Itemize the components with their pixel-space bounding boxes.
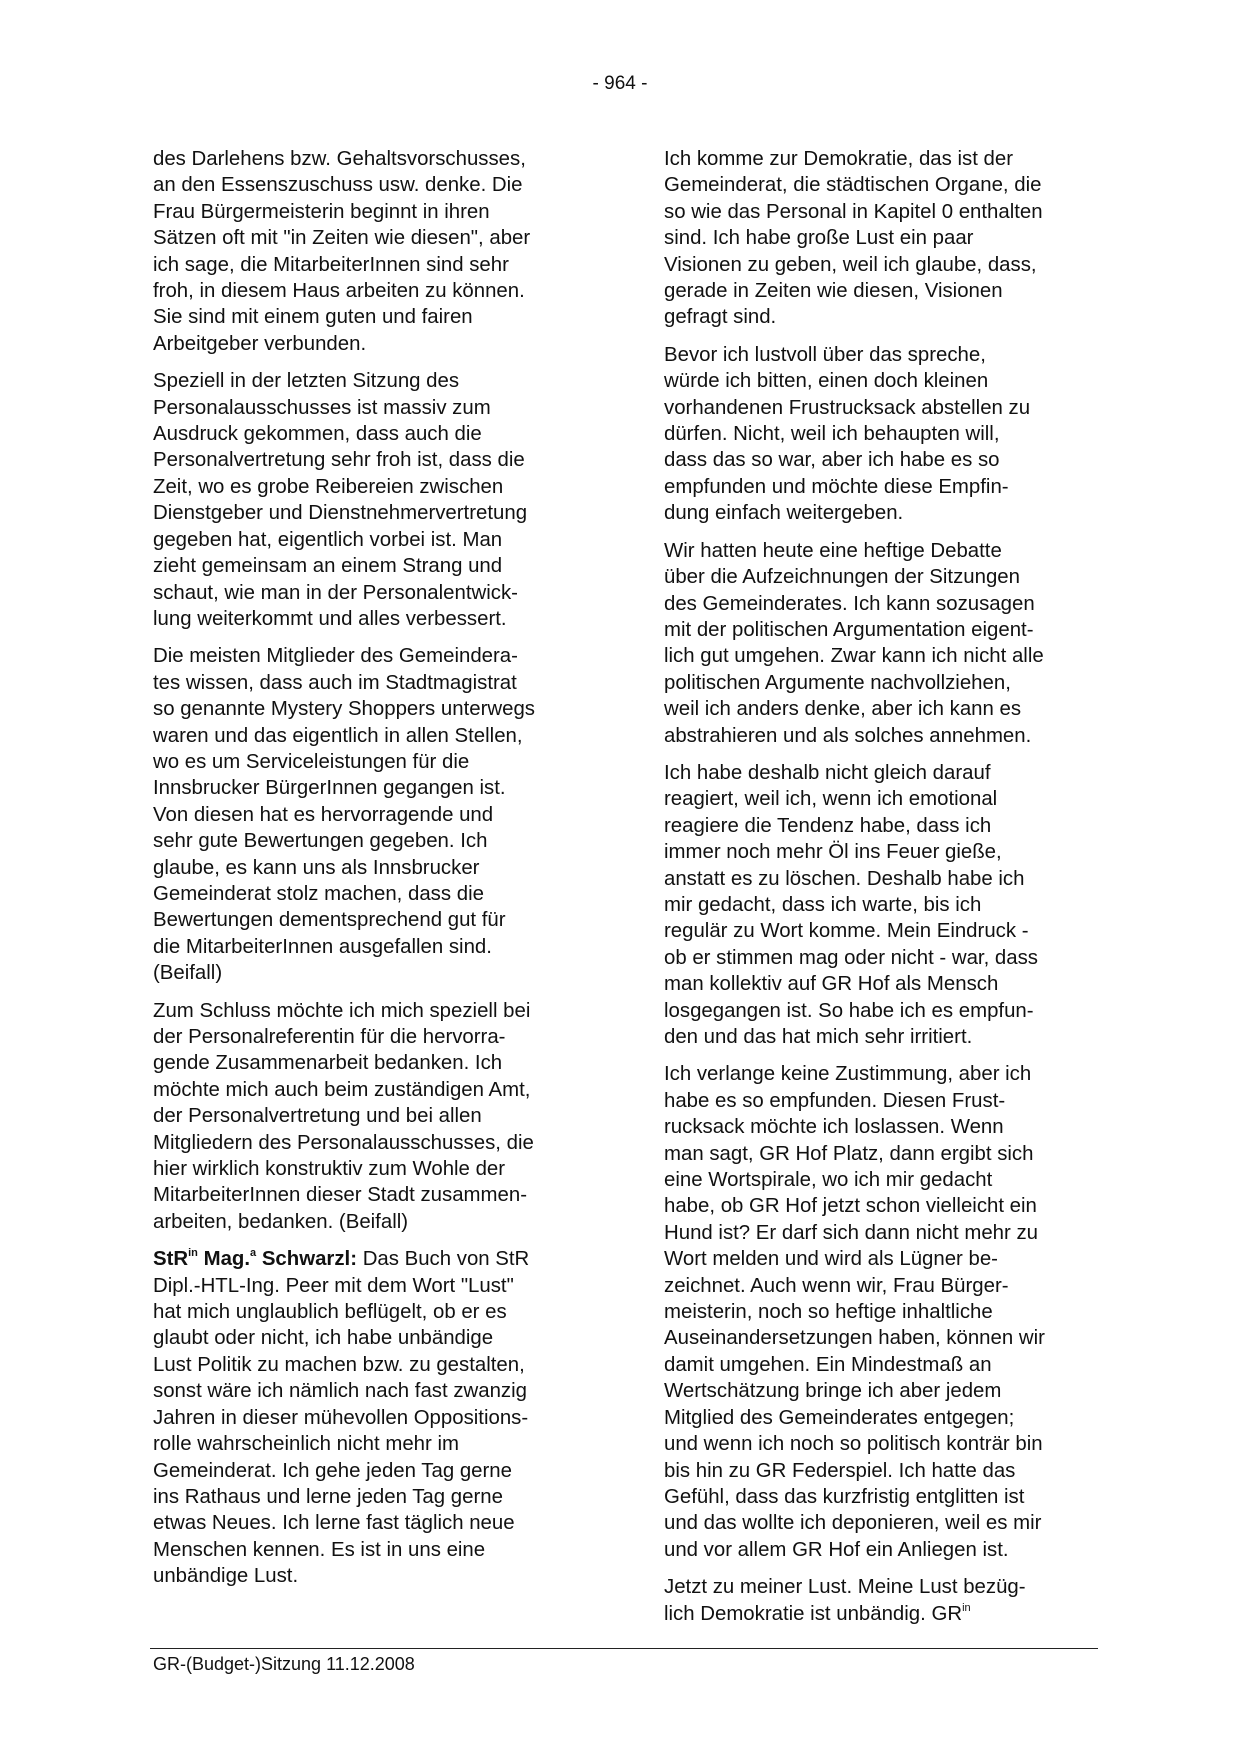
text-line: rolle wahrscheinlich nicht mehr im <box>153 1433 459 1456</box>
text-line: schaut, wie man in der Personalentwick- <box>153 581 518 604</box>
text-line: anstatt es zu löschen. Deshalb habe ich <box>664 867 1025 890</box>
speaker-first-line-text: Das Buch von StR <box>362 1248 530 1271</box>
footer-session-label: GR-(Budget-)Sitzung 11.12.2008 <box>153 1654 415 1674</box>
text-line: der Personalvertretung und bei allen <box>153 1105 482 1128</box>
text-line <box>153 1246 585 1272</box>
text-line: glaubt oder nicht, ich habe unbändige <box>153 1327 494 1350</box>
text-line: Jahren in dieser mühevollen Oppositions- <box>153 1406 529 1429</box>
text-line: abstrahieren und als solches annehmen. <box>664 724 1032 747</box>
text-line: etwas Neues. Ich lerne fast täglich neue <box>153 1512 515 1535</box>
paragraph <box>153 368 585 632</box>
text-line: damit umgehen. Ein Mindestmaß an <box>664 1353 992 1376</box>
text-line: so genannte Mystery Shoppers unterwegs <box>153 698 535 721</box>
speaker-prefix-superscript: a <box>250 1247 257 1260</box>
text-line: froh, in diesem Haus arbeiten zu können. <box>153 280 525 303</box>
text-line: Zum Schluss möchte ich mich speziell bei <box>153 999 531 1022</box>
text-line: und das wollte ich deponieren, weil es mir <box>664 1512 1042 1535</box>
text-line: tes wissen, dass auch im Stadtmagistrat <box>153 671 517 694</box>
text-line: rucksack möchte ich loslassen. Wenn <box>664 1116 1004 1139</box>
text-line: Von diesen hat es hervorragende und <box>153 803 494 826</box>
text-line: den und das hat mich sehr irritiert. <box>664 1026 973 1048</box>
text-line: Hund ist? Er darf sich dann nicht mehr zu <box>664 1221 1039 1244</box>
text-line: ich sage, die MitarbeiterInnen sind sehr <box>153 253 509 276</box>
text-line: Arbeitgeber verbunden. <box>153 332 367 355</box>
text-line: Visionen zu geben, weil ich glaube, dass, <box>664 253 1037 276</box>
text-line: Bewertungen dementsprechend gut für <box>153 909 506 932</box>
text-line: gefragt sind. <box>664 306 777 329</box>
text-line: sind. Ich habe große Lust ein paar <box>664 227 974 250</box>
text-line: der Personalreferentin für die hervorra- <box>153 1026 506 1048</box>
text-line: Wertschätzung bringe ich aber jedem <box>664 1380 1002 1403</box>
text-line: Ich verlange keine Zustimmung, aber ich <box>664 1063 1032 1086</box>
text-line: habe es so empfunden. Diesen Frust- <box>664 1089 1006 1112</box>
speaker-name <box>153 1248 357 1270</box>
text-line: Mitglied des Gemeinderates entgegen; <box>664 1406 1015 1429</box>
footer-divider <box>150 1648 1098 1649</box>
text-line: Mitgliedern des Personalausschusses, die <box>153 1131 534 1154</box>
text-line: Menschen kennen. Es ist in uns eine <box>153 1538 486 1561</box>
last-line-superscript: in <box>962 1601 971 1614</box>
text-line: die MitarbeiterInnen ausgefallen sind. <box>153 935 492 958</box>
paragraph <box>153 643 585 986</box>
text-line: man kollektiv auf GR Hof als Mensch <box>664 973 999 996</box>
text-line: unbändige Lust. <box>153 1565 299 1588</box>
text-line: lich gut umgehen. Zwar kann ich nicht alle <box>664 645 1044 668</box>
text-line: MitarbeiterInnen dieser Stadt zusammen- <box>153 1184 528 1207</box>
text-line: sonst wäre ich nämlich nach fast zwanzig <box>153 1380 528 1403</box>
paragraph <box>664 1061 1100 1563</box>
text-line: Gemeinderat, die städtischen Organe, die <box>664 174 1042 197</box>
text-line: Sätzen oft mit "in Zeiten wie diesen", aber <box>153 227 531 250</box>
speaker-title: StR <box>153 1248 189 1271</box>
paragraph <box>664 342 1100 527</box>
text-line: an den Essenszuschuss usw. denke. Die <box>153 174 523 197</box>
text-line: Jetzt zu meiner Lust. Meine Lust bezüg- <box>664 1576 1026 1599</box>
text-line: Zeit, wo es grobe Reibereien zwischen <box>153 475 504 498</box>
text-line: und wenn ich noch so politisch konträr bin <box>664 1433 1043 1456</box>
text-line: Frau Bürgermeisterin beginnt in ihren <box>153 200 490 223</box>
paragraph <box>153 998 585 1236</box>
text-line: des Gemeinderates. Ich kann sozusagen <box>664 592 1035 615</box>
text-line: Sie sind mit einem guten und fairen <box>153 306 473 329</box>
text-line: (Beifall) <box>153 962 223 985</box>
right-column <box>664 146 1100 1638</box>
text-line: ob er stimmen mag oder nicht - war, dass <box>664 946 1038 969</box>
paragraph <box>664 146 1100 331</box>
text-line: möchte mich auch beim zuständigen Amt, <box>153 1078 531 1101</box>
text-line: reagiert, weil ich, wenn ich emotional <box>664 788 998 811</box>
speaker-name-prefix: Mag. <box>203 1248 251 1271</box>
text-line: würde ich bitten, einen doch kleinen <box>664 370 989 393</box>
text-line: mir gedacht, dass ich warte, bis ich <box>664 893 982 916</box>
text-line: man sagt, GR Hof Platz, dann ergibt sich <box>664 1142 1034 1165</box>
text-line: Dipl.-HTL-Ing. Peer mit dem Wort "Lust" <box>153 1274 514 1297</box>
text-line: zeichnet. Auch wenn wir, Frau Bürger- <box>664 1274 1009 1297</box>
text-line: glaube, es kann uns als Innsbrucker <box>153 856 480 879</box>
text-line: sehr gute Bewertungen gegeben. Ich <box>153 830 488 853</box>
last-line-text: lich Demokratie ist unbändig. GR <box>664 1602 963 1625</box>
text-line: Ich komme zur Demokratie, das ist der <box>664 148 1014 170</box>
text-line: Wort melden und wird als Lügner be- <box>664 1248 998 1271</box>
text-line: immer noch mehr Öl ins Feuer gieße, <box>664 841 1002 864</box>
text-line: Dienstgeber und Dienstnehmervertretung <box>153 502 528 525</box>
text-line: lung weiterkommt und alles verbessert. <box>153 607 507 630</box>
text-line: Ausdruck gekommen, dass auch die <box>153 423 482 446</box>
text-line: meisterin, noch so heftige inhaltliche <box>664 1301 993 1324</box>
text-line: Wir hatten heute eine heftige Debatte <box>664 539 1002 562</box>
text-line: vorhandenen Frustrucksack abstellen zu <box>664 396 1031 419</box>
text-line: Speziell in der letzten Sitzung des <box>153 370 460 393</box>
page-number: - 964 - <box>592 73 648 94</box>
text-line: habe, ob GR Hof jetzt schon vielleicht ein <box>664 1195 1037 1218</box>
text-line: Lust Politik zu machen bzw. zu gestalten, <box>153 1353 525 1376</box>
speaker-surname: Schwarzl: <box>261 1248 358 1271</box>
left-column <box>153 146 585 1601</box>
paragraph <box>153 146 585 357</box>
text-line: zieht gemeinsam an einem Strang und <box>153 555 503 578</box>
text-line: eine Wortspirale, wo ich mir gedacht <box>664 1169 993 1192</box>
paragraph <box>664 1574 1100 1627</box>
text-line: ins Rathaus und lerne jeden Tag gerne <box>153 1485 503 1508</box>
text-line: Innsbrucker BürgerInnen gegangen ist. <box>153 777 506 800</box>
text-line: weil ich anders denke, aber ich kann es <box>664 698 1022 721</box>
text-line: hat mich unglaublich beflügelt, ob er es <box>153 1301 507 1324</box>
text-line: wo es um Serviceleistungen für die <box>153 750 470 773</box>
text-line: gegeben hat, eigentlich vorbei ist. Man <box>153 528 503 551</box>
text-line: bis hin zu GR Federspiel. Ich hatte das <box>664 1459 1016 1482</box>
text-line: arbeiten, bedanken. (Beifall) <box>153 1210 409 1233</box>
text-line: so wie das Personal in Kapitel 0 enthalten <box>664 200 1043 223</box>
text-line: Gemeinderat stolz machen, dass die <box>153 882 484 905</box>
text-line <box>664 1601 1100 1627</box>
text-line: gerade in Zeiten wie diesen, Visionen <box>664 280 1003 303</box>
text-line: Bevor ich lustvoll über das spreche, <box>664 343 986 366</box>
text-line: Personalvertretung sehr froh ist, dass die <box>153 449 525 472</box>
text-line: dass das so war, aber ich habe es so <box>664 449 1000 472</box>
text-line: und vor allem GR Hof ein Anliegen ist. <box>664 1538 1009 1561</box>
text-line: hier wirklich konstruktiv zum Wohle der <box>153 1158 506 1181</box>
text-line: dürfen. Nicht, weil ich behaupten will, <box>664 423 1000 446</box>
text-line: politischen Argumente nachvollziehen, <box>664 671 1011 694</box>
text-line: regulär zu Wort komme. Mein Eindruck - <box>664 920 1029 943</box>
text-line: des Darlehens bzw. Gehaltsvorschusses, <box>153 148 526 170</box>
text-line: mit der politischen Argumentation eigent- <box>664 618 1034 641</box>
text-line: über die Aufzeichnungen der Sitzungen <box>664 566 1020 589</box>
speaker-title-superscript: in <box>188 1247 198 1260</box>
paragraph <box>664 760 1100 1050</box>
text-line: Die meisten Mitglieder des Gemeindera- <box>153 645 518 668</box>
text-line: empfunden und möchte diese Empfin- <box>664 475 1009 498</box>
text-line: losgegangen ist. So habe ich es empfun- <box>664 999 1034 1022</box>
text-line: waren und das eigentlich in allen Stellen, <box>153 724 523 747</box>
text-line: Gefühl, dass das kurzfristig entglitten ist <box>664 1485 1025 1508</box>
text-line: dung einfach weitergeben. <box>664 502 904 525</box>
text-line: Auseinandersetzungen haben, können wir <box>664 1327 1045 1350</box>
paragraph <box>664 538 1100 749</box>
text-line: Ich habe deshalb nicht gleich darauf <box>664 761 991 784</box>
text-line: Gemeinderat. Ich gehe jeden Tag gerne <box>153 1459 512 1482</box>
text-line: reagiere die Tendenz habe, dass ich <box>664 814 992 837</box>
text-line: gende Zusammenarbeit bedanken. Ich <box>153 1052 503 1075</box>
text-line: Personalausschusses ist massiv zum <box>153 396 491 419</box>
speaker-paragraph <box>153 1246 585 1589</box>
